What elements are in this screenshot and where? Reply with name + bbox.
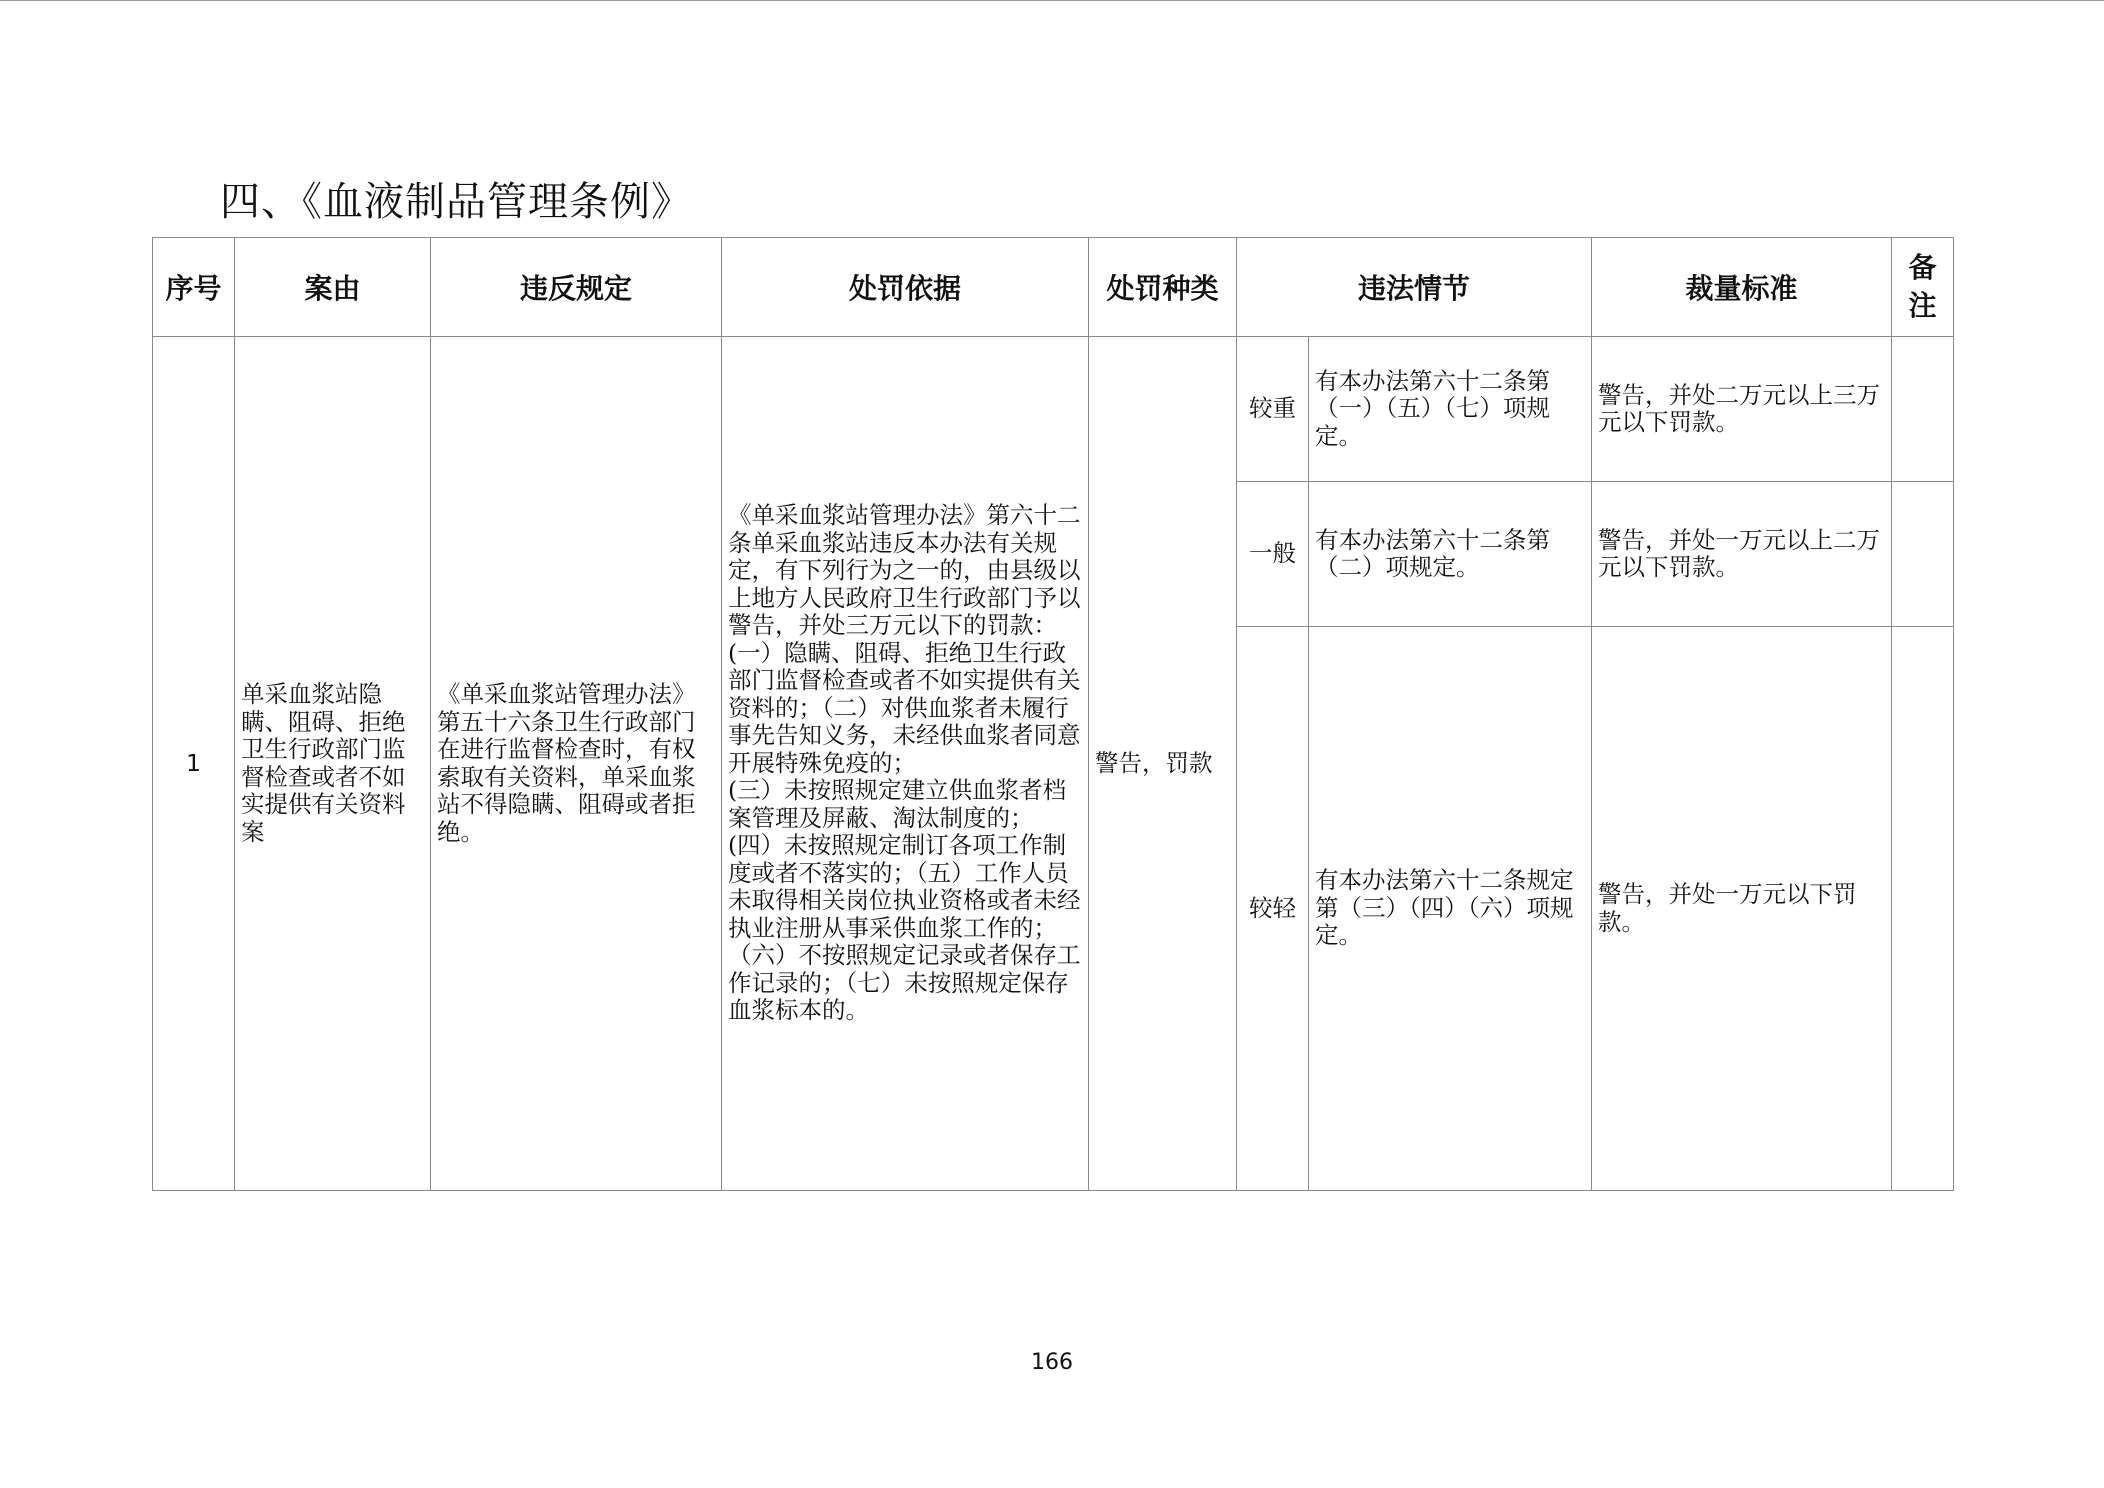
header-circumstance: 违法情节	[1237, 238, 1592, 337]
header-remark	[1892, 238, 1954, 337]
seq-cell	[153, 337, 235, 1191]
circumstance-cell	[1309, 627, 1592, 1191]
level-cell	[1237, 627, 1309, 1191]
standard-text: 警告，并处一万元以下罚款。	[1598, 880, 1857, 936]
penalty-type-text: 警告，罚款	[1095, 748, 1213, 777]
level-text: 较重	[1249, 394, 1296, 423]
basis-text: 《单采血浆站管理办法》第六十二条单采血浆站违反本办法有关规定，有下列行为之一的，由县级以上地方人民政府卫生行政部门予以警告，并处三万元以下的罚款： (一）隐瞒、阻碍、拒绝卫生行政部门监督检查或者不如实提供有关资料的；（二）对供血浆者未履行事先告知义务，未经供血浆者同意开展特殊免疫的； (三）未按照规定建立供血浆者档案管理及屏蔽、淘汰制度的； (四）未按照规定制订各项工作制度或者不落实的；（五）工作人员未取得相关岗位执业资格或者未经执业注册从事采供血浆工作的；（六）不按照规定记录或者保存工作记录的；（七）未按照规定保存血浆标本的。	[728, 501, 1081, 1025]
seq-value: 1	[186, 748, 201, 777]
remark-cell	[1892, 337, 1954, 482]
circumstance-text: 有本办法第六十二条第（二）项规定。	[1315, 525, 1550, 581]
table-row	[153, 337, 1954, 482]
remark-cell	[1892, 482, 1954, 627]
case-text: 单采血浆站隐瞒、阻碍、拒绝卫生行政部门监督检查或者不如实提供有关资料案	[241, 680, 406, 846]
header-case: 案由	[235, 238, 431, 337]
case-cell	[235, 337, 431, 1191]
level-cell	[1237, 337, 1309, 482]
circumstance-cell	[1309, 482, 1592, 627]
header-remark-line2: 注	[1908, 289, 1937, 322]
penalty-type-cell	[1089, 337, 1237, 1191]
header-penalty-type: 处罚种类	[1089, 238, 1237, 337]
header-violated-rule: 违反规定	[431, 238, 722, 337]
level-cell	[1237, 482, 1309, 627]
section-title: 四、《血液制品管理条例》	[220, 179, 692, 225]
remark-cell	[1892, 627, 1954, 1191]
header-standard: 裁量标准	[1592, 238, 1892, 337]
standard-cell	[1592, 482, 1892, 627]
header-seq: 序号	[153, 238, 235, 337]
violated-rule-cell	[431, 337, 722, 1191]
circumstance-cell	[1309, 337, 1592, 482]
header-basis: 处罚依据	[722, 238, 1089, 337]
penalty-discretion-table	[152, 237, 1954, 1191]
standard-text: 警告，并处一万元以上二万元以下罚款。	[1598, 525, 1881, 581]
level-text: 一般	[1249, 539, 1296, 568]
header-row	[153, 238, 1954, 337]
top-border-line	[0, 0, 2104, 1]
level-text: 较轻	[1249, 893, 1296, 922]
header-remark-line1: 备	[1908, 251, 1937, 284]
standard-cell	[1592, 627, 1892, 1191]
page-number: 166	[1031, 1350, 1073, 1375]
circumstance-text: 有本办法第六十二条规定第（三）（四）（六）项规定。	[1315, 866, 1574, 950]
standard-text: 警告，并处二万元以上三万元以下罚款。	[1598, 380, 1881, 436]
violated-rule-text: 《单采血浆站管理办法》第五十六条卫生行政部门在进行监督检查时，有权索取有关资料，单采血浆站不得隐瞒、阻碍或者拒绝。	[437, 680, 696, 846]
basis-cell	[722, 337, 1089, 1191]
standard-cell	[1592, 337, 1892, 482]
circumstance-text: 有本办法第六十二条第（一）（五）（七）项规定。	[1315, 366, 1550, 450]
